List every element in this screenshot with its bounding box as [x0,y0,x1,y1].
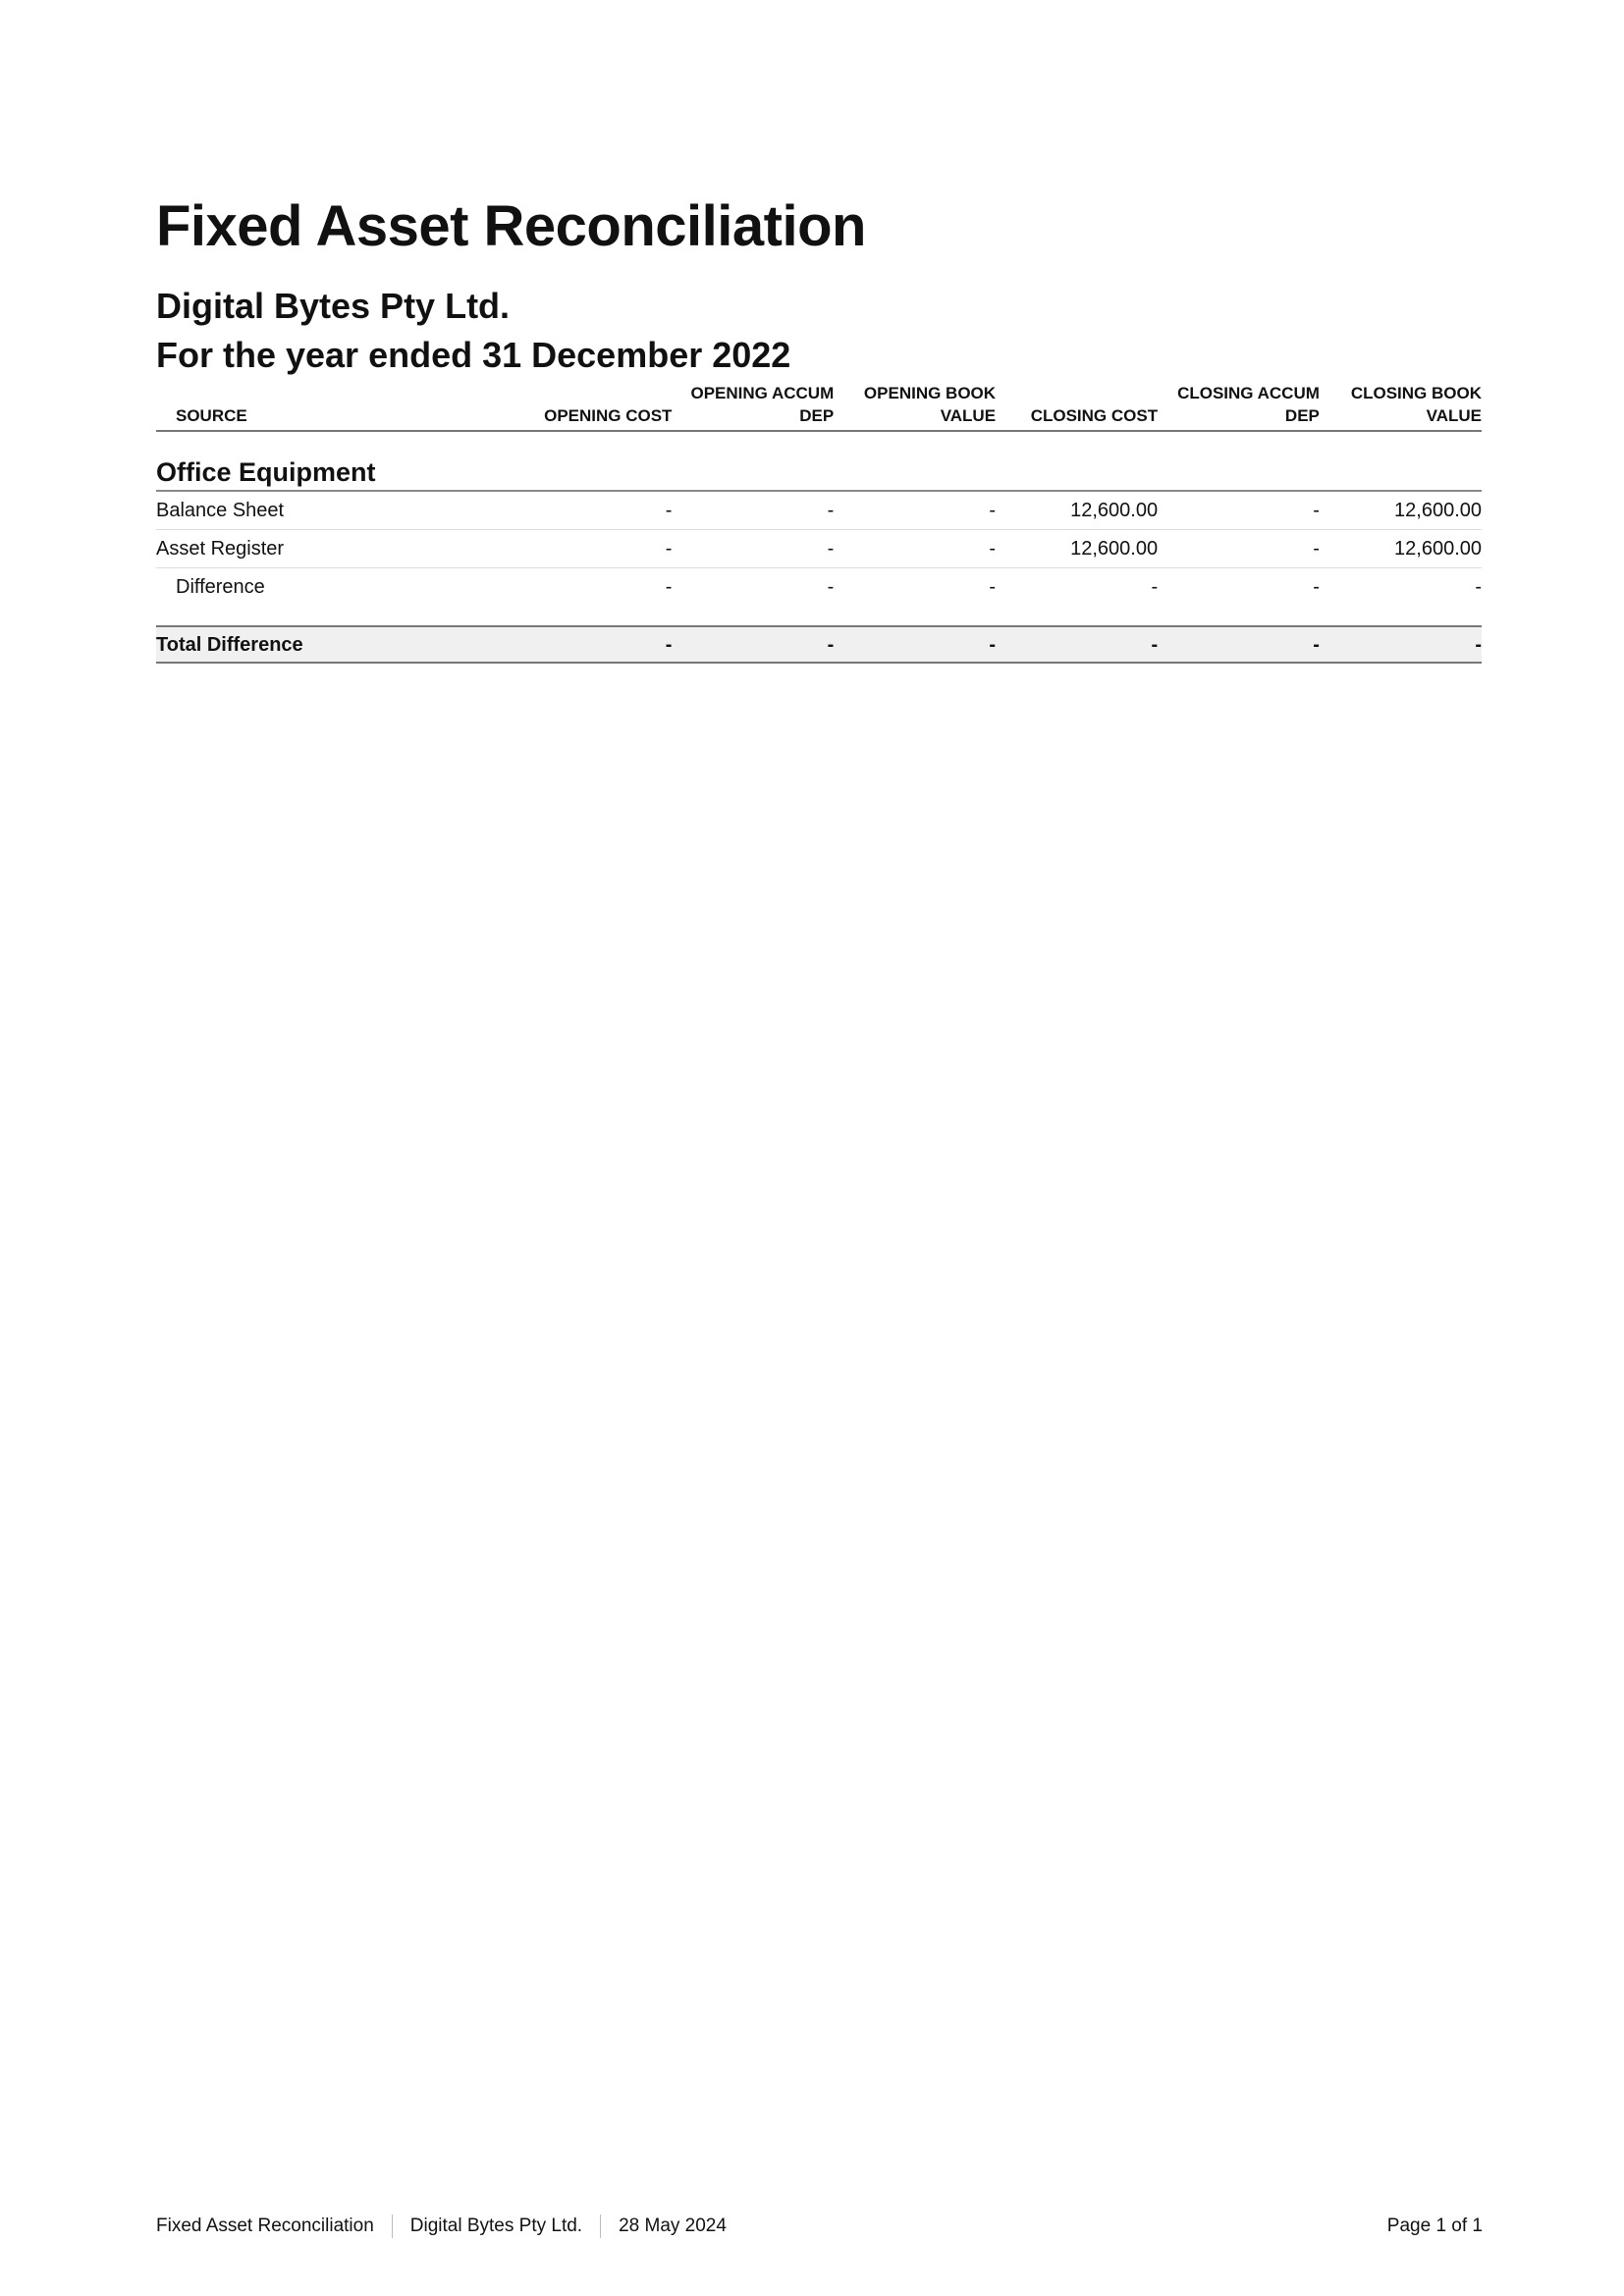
header-opening-cost: OPENING COST [511,379,673,431]
report-period: For the year ended 31 December 2022 [156,335,791,375]
row-label: Balance Sheet [156,491,511,530]
table-row [156,567,1482,612]
row-label: Difference [176,575,265,598]
table-cell: - [989,575,997,598]
table-row [156,491,1482,530]
page-footer [156,2215,1483,2238]
page-number: Page 1 of 1 [1386,2216,1483,2236]
table-cell: - [1158,626,1320,663]
table-cell: 12,600.00 [1320,529,1482,567]
table-cell: - [1158,491,1320,530]
table-cell: 12,600.00 [1320,491,1482,530]
header-closing-book-value: CLOSING BOOK VALUE [1320,379,1482,431]
footer-date: 28 May 2024 [600,2215,744,2238]
header-opening-accum-dep: OPENING ACCUM DEP [672,379,834,431]
header-closing-cost: CLOSING COST [996,379,1158,431]
table-cell: - [1313,575,1320,598]
table-cell: - [996,626,1158,663]
table-cell: 12,600.00 [996,529,1158,567]
total-label: Total Difference [156,626,511,663]
table-row [156,529,1482,567]
table-cell: - [834,491,996,530]
company-name: Digital Bytes Pty Ltd. [156,286,511,326]
table-cell: 12,600.00 [996,491,1158,530]
total-row [156,626,1482,663]
table-cell: - [1320,626,1482,663]
table-cell: - [665,575,673,598]
table-header-row [156,379,1482,431]
table-cell: - [1151,575,1159,598]
table-cell: - [1158,529,1320,567]
table-cell: - [834,529,996,567]
header-source: SOURCE [156,379,511,431]
table-cell: - [511,626,673,663]
page-title: Fixed Asset Reconciliation [156,194,866,258]
group-row [156,457,1482,491]
row-label: Asset Register [156,529,511,567]
group-label: Office Equipment [156,457,1482,491]
table-cell: - [834,626,996,663]
table-cell: - [511,491,673,530]
table-cell: - [1475,575,1482,598]
footer-company: Digital Bytes Pty Ltd. [392,2215,600,2238]
reconciliation-table [156,379,1482,664]
header-closing-accum-dep: CLOSING ACCUM DEP [1158,379,1320,431]
table-cell: - [827,575,835,598]
footer-report-name: Fixed Asset Reconciliation [156,2216,374,2236]
header-opening-book-value: OPENING BOOK VALUE [834,379,996,431]
table-cell: - [672,529,834,567]
table-cell: - [672,491,834,530]
table-cell: - [672,626,834,663]
table-cell: - [511,529,673,567]
